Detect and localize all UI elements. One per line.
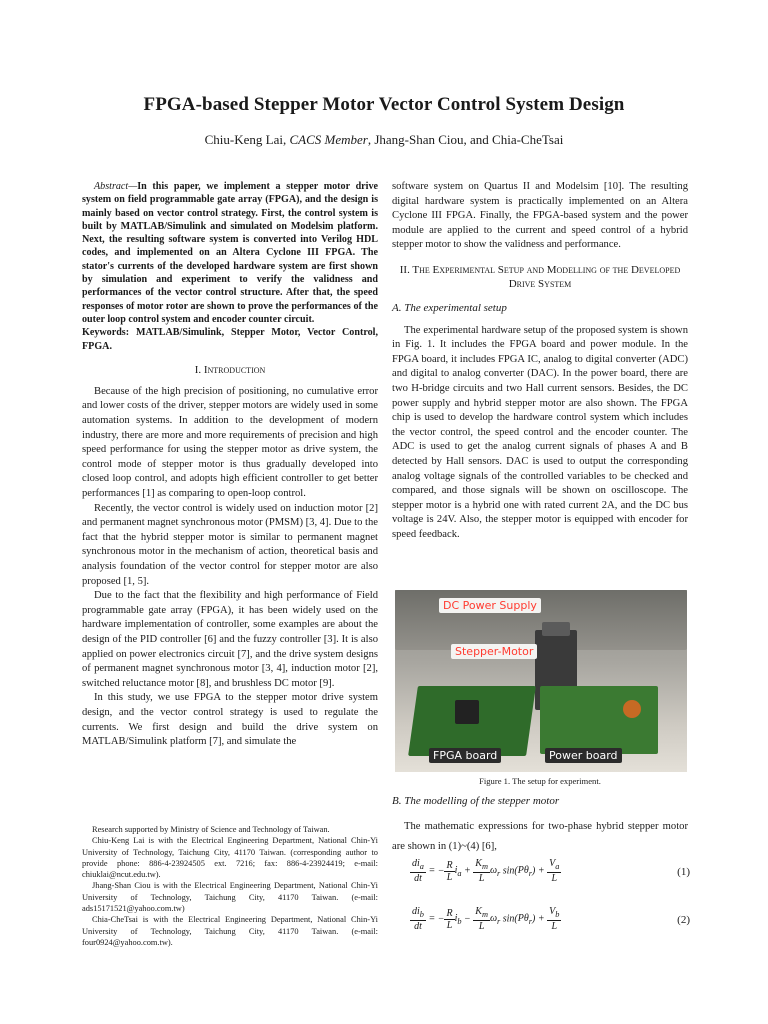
section-heading-setup: II. The Experimental Setup and Modelling of the Developed Drive System [399,263,681,290]
intro-paragraph-4: In this study, we use FPGA to the stepper motor drive system design, and the vector control strategy is used to regulate the currents. We first design and build the drive system on MATLAB/Simulink platform [7], and simulate the [82,692,378,748]
equation-2-number: (2) [677,914,690,926]
author-membership: CACS Member [289,132,368,147]
fpga-chip [455,700,479,724]
setup-paragraph: The experimental hardware setup of the proposed system is shown in Fig. 1. It includes the FPGA board and power module. In the FPGA board, it includes FPGA IC, analog to digital converter (ADC) and digital to analog converter (DAC). In the power board, there are two H-bridge circuits and two Hall current sensors. Besides, the DC power supply and hybrid stepper motor are also shown. The FPGA chip is used to develop the hardware control system which includes the vector control, the speed control and the encoder counter. The ADC is used to get the analog current signals of phases A and B detected by Hall sensors. DAC is used to output the corresponding analog voltage signals of the controlled variables to be checked and compared, and those signals will be shown on oscilloscope. The stepper motor is a hybrid one with rated current 2A, and the DC bus voltage is 24V. Also, the stepper motor is equipped with encoder for speed feedback. [392,324,688,540]
abstract-text: In this paper, we implement a stepper motor drive system on field programmable gate array (FPGA), and the design is mainly based on vector control strategy. First, the control system is built by MATLAB/Simulink and simulated on Modelsim platform. Next, the resulting software system is converted into Verilog HDL codes, and implemented on an Altera Cyclone III FPGA. The stator's currents of the developed hardware system are first shown by simulation and experiment to verify the validness and performances of the vector control structure. After that, the speed responses of motor rotor are shown to prove the performances of the outer loop control system and encoder counter circuit. [82,181,378,325]
left-column [82,180,378,750]
equation-1-number: (1) [677,866,690,878]
coauthor-names: , Jhang-Shan Ciou, and Chia-CheTsai [367,132,564,147]
eq2-lhs: $\frac{di_b}{dt}$ [412,906,424,932]
paper-title: FPGA-based Stepper Motor Vector Control System Design [143,94,625,115]
equation-1-body: $\frac{di_a}{dt}$ = − $\frac{R}{L}$ $i_a$ + $\frac{K_m}{L}$ $\omega_r$ $\sin(P\theta_r)$ + $\frac{V_a}{L}$ [412,858,560,884]
label-stepper-motor: Stepper-Motor [451,644,537,659]
keywords: Keywords: MATLAB/Simulink, Stepper Motor, Vector Control, FPGA. [82,327,378,352]
stepper-motor-encoder [542,622,570,636]
experiment-setup-photo [395,590,687,772]
right-column [392,180,688,542]
intro-paragraph-1: Because of the high precision of positioning, no cumulative error and lower costs of the driver, stepper motors are widely used in some automation systems. In addition to the development of modern industry, there are more and more requirements of precision and high speed performance for using the stepper motor as drive system, the control mode of stepper motor is thus gradually developed into closed loop control, and adopts high efficient controller to get better performances [1] as comparing to open-loop control. [82,385,378,500]
label-fpga-board: FPGA board [429,748,501,763]
footnote-author-3: Chia-CheTsai is with the Electrical Engineering Department, National Chin-Yi University of Technology, Taichung City, 41170 Taiwan. (e-mail: four0924@yahoo.com.tw). [82,915,378,947]
intro-paragraph-2: Recently, the vector control is widely used on induction motor [2] and permanent magnet synchronous motor (PMSM) [3, 4]. Due to the fact that the hybrid stepper motor is similar to permanent magnet synchronous motor in the mechanism of action, theoretical basis and analysis foundation of the vector control for stepper motor are also proposed [1, 5]. [82,502,378,587]
footnote-author-2: Jhang-Shan Ciou is with the Electrical Engineering Department, National Chin-Yi University of Technology, Taichung City, 41170 Taiwan. (e-mail: ads15171521@yahoo.com.tw) [82,881,378,914]
power-board-image [540,686,658,754]
figure-caption: Figure 1. The setup for experiment. [479,776,601,786]
footnote-funding: Research supported by Ministry of Science and Technology of Taiwan. [92,825,330,834]
section-heading-introduction: I. Introduction [194,363,266,376]
label-dc-power-supply: DC Power Supply [439,598,541,613]
abstract-lead: Abstract— [94,181,138,192]
footnote-author-1: Chiu-Keng Lai is with the Electrical Engineering Department, National Chin-Yi University of Technology, Taichung City, 41170 Taiwan. (corresponding author to provide phone: 886-4-23924505 ext. 7216; fax: 886-4-23924419; e-mail: chiuklai@ncut.edu.tw). [82,836,378,880]
intro-paragraph-3: Due to the fact that the flexibility and high performance of Field programmable gate array (FPGA), it has been widely used on the hardware implementation of controller, some examples are about the design of the PID controller [6] and the fuzzy controller [3]. It is also applied on power electronics circuit [7], and the drive system designs of permanent magnet synchronous motor [3, 4], induction motor [2], switched reluctance motor [8], and brushless DC motor [9]. [82,590,378,689]
subsection-heading-modelling: B. The modelling of the stepper motor [392,795,560,807]
modelling-paragraph: The mathematic expressions for two-phase hybrid stepper motor are shown in (1)~(4) [6], [392,820,688,852]
subsection-heading-setup: A. The experimental setup [392,301,507,314]
author-name: Chiu-Keng Lai, [204,132,290,147]
equation-2 [410,904,690,940]
eq1-lhs: $\frac{di_a}{dt}$ [412,858,424,884]
right-column-lower [392,794,688,857]
label-power-board: Power board [545,748,622,763]
footnotes [82,824,378,948]
intro-paragraph-continued: software system on Quartus II and Modelsim [10]. The resulting digital hardware system is practically implemented on an Altera Cyclone III FPGA. Finally, the FPGA-based system and the power module are applied to the current and speed control of a hybrid stepper motor to show the validness and performance. [392,181,688,251]
equation-1 [410,856,690,892]
equation-2-body: $\frac{di_b}{dt}$ = − $\frac{R}{L}$ $i_b$ − $\frac{K_m}{L}$ $\omega_r$ $\sin(P\theta_r)$ + $\frac{V_b}{L}$ [412,906,560,932]
author-line [0,132,768,148]
inductor-coil [623,700,641,718]
abstract [82,180,378,326]
